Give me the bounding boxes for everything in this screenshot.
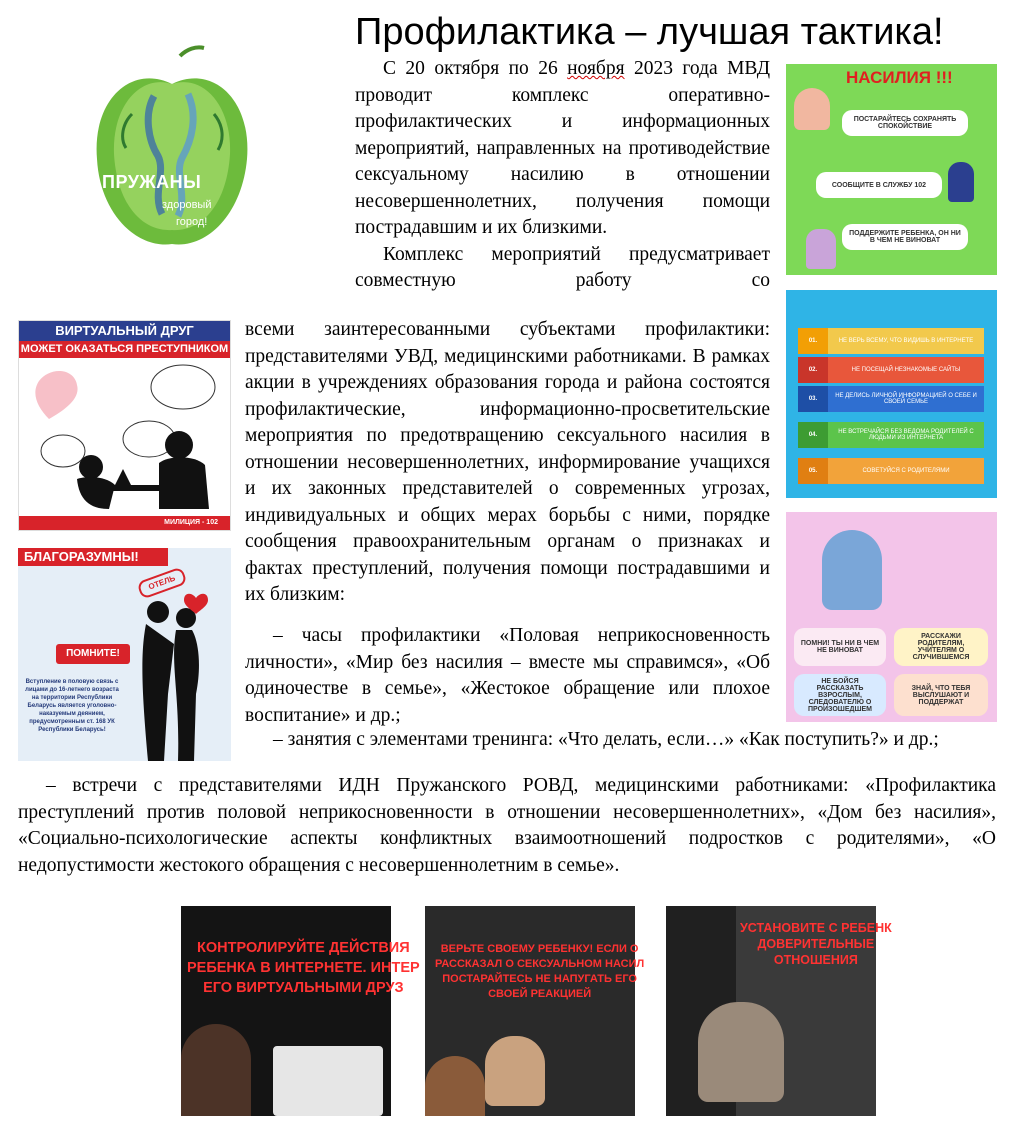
- poster-prudent: [18, 548, 231, 761]
- logo-sub1: здоровый: [162, 199, 212, 211]
- poster-remember: [786, 512, 997, 722]
- intro-paragraph: [355, 56, 770, 295]
- hotel-sign: ОТЕЛЬ: [136, 566, 187, 599]
- caption-line: КОНТРОЛИРУЙТЕ ДЕЙСТВИЯ: [197, 940, 410, 956]
- tip-calm: ПОСТАРАЙТЕСЬ СОХРАНЯТЬ СПОКОЙСТВИЕ: [842, 110, 968, 136]
- bottom-image-internet-text: [187, 938, 420, 998]
- poster-virtual-friend: [18, 320, 231, 531]
- pruzhany-logo: [92, 44, 252, 249]
- caption-line: РАССКАЗАЛ О СЕКСУАЛЬНОМ НАСИЛ: [435, 958, 645, 970]
- bottom-image-believe: [425, 906, 645, 1116]
- virtual-friend-subheading: МОЖЕТ ОКАЗАТЬСЯ ПРЕСТУПНИКОМ: [19, 341, 230, 358]
- page-title: Профилактика – лучшая тактика!: [355, 11, 944, 53]
- tip-call-102: СООБЩИТЕ В СЛУЖБУ 102: [816, 172, 942, 198]
- caption-line: РЕБЕНКА В ИНТЕРНЕТЕ. ИНТЕР: [187, 960, 420, 976]
- tip-support-child: ПОДДЕРЖИТЕ РЕБЕНКА, ОН НИ В ЧЕМ НЕ ВИНОВАТ: [842, 224, 968, 250]
- caption-line: ДОВЕРИТЕЛЬНЫЕ: [757, 937, 875, 951]
- caption-line: ОТНОШЕНИЯ: [773, 953, 858, 967]
- rule-row: [798, 328, 984, 354]
- bullet-meetings-text: – встречи с представителями ИДН Пружанского РОВД, медицинскими работниками: «Профилактика преступлений против половой неприкосновенности в отношении несовершеннолетних», «Дом без насилия», «Социально-психологические аспекты конфликтных взаимоотношений подростков с родителями», «О недопустимости жестокого обращения с несовершеннолетним в семье».: [18, 775, 996, 876]
- caption-line: ЕГО ВИРТУАЛЬНЫМИ ДРУЗ: [203, 980, 404, 996]
- rule-row: [798, 386, 984, 412]
- laptop-icon: [273, 1046, 383, 1116]
- prudent-heading: БЛАГОРАЗУМНЫ!: [18, 548, 168, 566]
- silhouettes-illustration-icon: [19, 359, 232, 517]
- rule-row: [798, 422, 984, 448]
- woman-figure-icon: [794, 88, 830, 130]
- police-102-footer: МИЛИЦИЯ - 102: [19, 516, 230, 530]
- bullet-meetings: [18, 773, 996, 879]
- rule-text: НЕ ВЕРЬ ВСЕМУ, ЧТО ВИДИШЬ В ИНТЕРНЕТЕ: [838, 338, 974, 344]
- bottom-image-trust-text: [740, 920, 892, 968]
- remember-badge: ПОМНИТЕ!: [56, 644, 130, 664]
- bottom-image-internet: [181, 906, 420, 1116]
- apple-logo-icon: [92, 44, 252, 249]
- bullet-hours: [245, 623, 770, 729]
- virtual-friend-heading: ВИРТУАЛЬНЫЙ ДРУГ: [19, 321, 230, 341]
- poster-violence-heading: НАСИЛИЯ !!!: [846, 68, 953, 87]
- card-tell-parents: РАССКАЖИ РОДИТЕЛЯМ, УЧИТЕЛЯМ О СЛУЧИВШЕМСЯ: [894, 628, 988, 666]
- rule-num: 05.: [798, 458, 828, 484]
- para2-body: всеми заинтересованными субъектами профилактики: представителями УВД, медицинскими работниками. В рамках акции в учреждениях образования города и района состоятся профилактические, информационно-просветительские мероприятия по предотвращению сексуального насилия в отношении несовершеннолетних, информирование учащихся и их законных представителей о современных угрозах, индивидуальных и общих мерах борьбы с ними, порядке сообщения правоохранительным органам о признаках и фактах преступлений, получения помощи пострадавшими и их близким:: [245, 319, 770, 605]
- rule-num: 04.: [798, 422, 828, 448]
- intro-underlined-word: ноября: [567, 58, 625, 79]
- crouching-child-icon: [698, 1002, 784, 1102]
- card-not-guilty: ПОМНИ! ТЫ НИ В ЧЕМ НЕ ВИНОВАТ: [794, 628, 886, 666]
- rule-num: 02.: [798, 357, 828, 383]
- card-will-support: ЗНАЙ, ЧТО ТЕБЯ ВЫСЛУШАЮТ И ПОДДЕРЖАТ: [894, 674, 988, 716]
- caption-line: ВЕРЬТЕ СВОЕМУ РЕБЕНКУ! ЕСЛИ О: [440, 943, 639, 955]
- child-silhouette-icon: [181, 1024, 251, 1116]
- rule-text: НЕ ВСТРЕЧАЙСЯ БЕЗ ВЕДОМА РОДИТЕЛЕЙ С ЛЮДЬМИ ИЗ ИНТЕРНЕТА: [838, 429, 974, 441]
- para2-first-line: Комплекс мероприятий предусматривает совместную работу со: [355, 243, 770, 291]
- rule-row: [798, 357, 984, 383]
- prudent-note: Вступление в половую связь с лицами до 16-летнего возраста на территории Республики Беларусь является уголовно-наказуемым деянием, предусмотренным ст. 168 УК Республики Беларусь!: [25, 679, 119, 733]
- bottom-image-trust: [666, 906, 892, 1116]
- intro-text-b: 2023 года МВД проводит комплекс оперативно-профилактических и информационных мероприятий, направленных на противодействие сексуальному насилию в отношении несовершеннолетних, получения помощи пострадавшим и их близкими.: [355, 58, 770, 238]
- rule-text: НЕ ПОСЕЩАЙ НЕЗНАКОМЫЕ САЙТЫ: [851, 367, 961, 373]
- couple-silhouette-icon: [122, 584, 231, 761]
- hand-icon: [485, 1036, 545, 1106]
- rule-num: 03.: [798, 386, 828, 412]
- child-head-icon: [425, 1056, 485, 1116]
- parent-child-icon: [806, 229, 836, 269]
- caption-line: СВОЕЙ РЕАКЦИЕЙ: [488, 988, 592, 1000]
- logo-name: ПРУЖАНЫ: [102, 172, 202, 192]
- caption-line: УСТАНОВИТЕ С РЕБЕНК: [740, 921, 892, 935]
- caption-line: ПОСТАРАЙТЕСЬ НЕ НАПУГАТЬ ЕГО: [442, 973, 637, 985]
- rule-num: 01.: [798, 328, 828, 354]
- police-officer-icon: [948, 162, 974, 202]
- rule-row: [798, 458, 984, 484]
- bullet-training-text: – занятия с элементами тренинга: «Что делать, если…» «Как поступить?» и др.;: [273, 729, 939, 750]
- bottom-image-believe-text: [435, 942, 644, 1002]
- rule-text: НЕ ДЕЛИСЬ ЛИЧНОЙ ИНФОРМАЦИЕЙ О СЕБЕ И СВОЕЙ СЕМЬЕ: [835, 393, 977, 405]
- intro-text-a: С 20 октября по 26: [383, 58, 568, 79]
- poster-violence-tips: [786, 64, 997, 275]
- sitting-girl-icon: [822, 530, 882, 610]
- poster-internet-rules: [786, 290, 997, 498]
- logo-sub2: город!: [176, 216, 208, 228]
- bullet-training: [245, 727, 1003, 754]
- bullet-hours-text: – часы профилактики «Половая неприкосновенность личности», «Мир без насилия – вместе мы справимся», «Об одиночестве в семье», «Жестокое обращение или плохое воспитание» и др.;: [245, 625, 770, 726]
- card-dont-fear: НЕ БОЙСЯ РАССКАЗАТЬ ВЗРОСЛЫМ, СЛЕДОВАТЕЛЮ О ПРОИЗОШЕДШЕМ: [794, 674, 886, 716]
- rule-text: СОВЕТУЙСЯ С РОДИТЕЛЯМИ: [862, 468, 950, 474]
